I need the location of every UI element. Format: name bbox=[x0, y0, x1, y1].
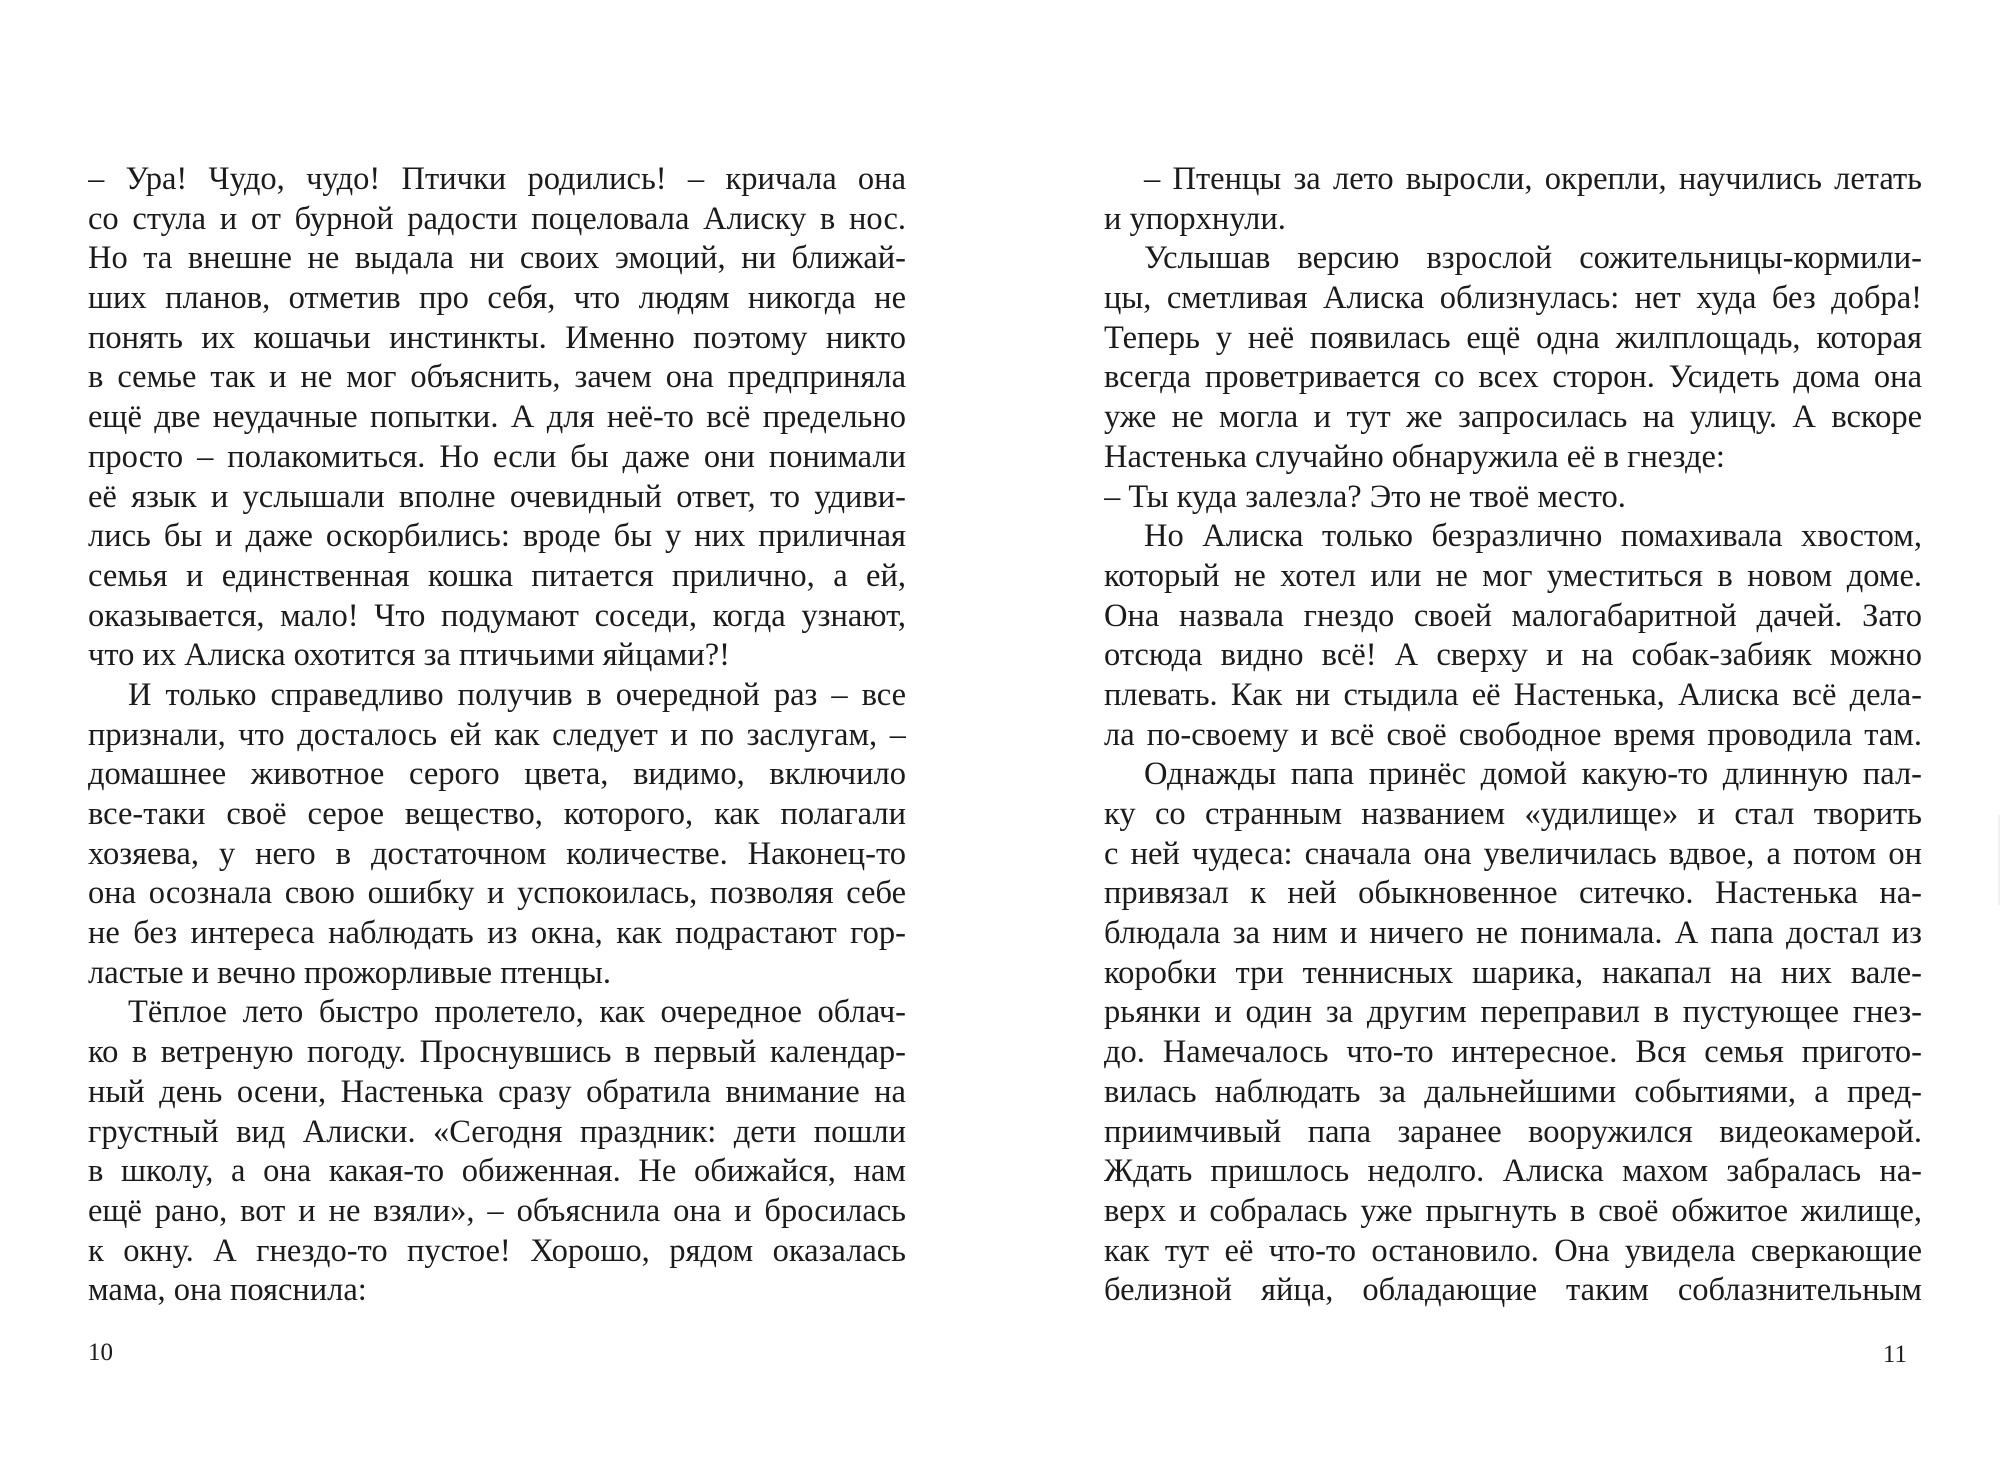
text-line: все-таки своё серое вещество, которого, как полагали bbox=[88, 796, 906, 832]
right-page bbox=[1000, 0, 2000, 1475]
text-line: ко в ветреную погоду. Проснувшись в первый календар- bbox=[88, 1034, 906, 1071]
text-line: семья и единственная кошка питается прилично, а ей, bbox=[88, 557, 906, 594]
text-line: ный день осени, Настенька сразу обратила внимание на bbox=[88, 1073, 906, 1110]
text-line: блюдала за ним и ничего не понимала. А папа достал из bbox=[1104, 915, 1922, 952]
text-line: грустный вид Алиски. «Сегодня праздник: дети пошли bbox=[88, 1113, 906, 1150]
text-line: привязал к ней обыкновенное ситечко. Настенька на- bbox=[1104, 875, 1922, 912]
text-line: который не хотел или не мог уместиться в новом доме. bbox=[1104, 557, 1922, 594]
text-line: – Птенцы за лето выросли, окрепли, научились летать bbox=[1144, 161, 1922, 197]
left-page-text bbox=[88, 160, 906, 1311]
text-line: просто – полакомиться. Но если бы даже они понимали bbox=[88, 438, 906, 475]
text-line: Но Алиска только безразлично помахивала хвостом, bbox=[1144, 518, 1922, 555]
text-line: плевать. Как ни стыдила её Настенька, Алиска всё дела- bbox=[1104, 676, 1922, 713]
page-number: 10 bbox=[88, 1339, 113, 1366]
text-line: уже не могла и тут же запросилась на улицу. А вскоре bbox=[1104, 399, 1922, 436]
text-line: ластые и вечно прожорливые птенцы. bbox=[88, 954, 611, 991]
text-line: ещё рано, вот и не взяли», – объяснила она и бросилась bbox=[88, 1192, 906, 1229]
text-line: вилась наблюдать за дальнейшими событиями, а пред- bbox=[1104, 1073, 1922, 1110]
text-line: ших планов, отметив про себя, что людям никогда не bbox=[88, 280, 906, 317]
text-line: понять их кошачьи инстинкты. Именно поэтому никто bbox=[88, 319, 906, 356]
text-line: – Ура! Чудо, чудо! Птички родились! – кричала она bbox=[88, 161, 906, 197]
text-line: до. Намечалось что-то интересное. Вся семья пригото- bbox=[1104, 1034, 1922, 1071]
text-line: с ней чудеса: сначала она увеличилась вдвое, а потом он bbox=[1104, 835, 1922, 872]
text-line: приимчивый папа заранее вооружился видеокамерой. bbox=[1104, 1113, 1922, 1150]
text-line: Но та внешне не выдала ни своих эмоций, ни ближай- bbox=[88, 240, 906, 277]
text-line: оказывается, мало! Что подумают соседи, когда узнают, bbox=[88, 597, 906, 634]
text-line: Услышав версию взрослой сожительницы-кормили- bbox=[1144, 240, 1922, 277]
text-line: в семье так и не мог объяснить, зачем она предприняла bbox=[88, 359, 906, 396]
text-line: Однажды папа принёс домой какую-то длинную пал- bbox=[1144, 756, 1922, 793]
text-line: она осознала свою ошибку и успокоилась, позволяя себе bbox=[88, 875, 906, 912]
text-line: Настенька случайно обнаружила её в гнезде: bbox=[1104, 438, 1725, 475]
text-line: хозяева, у него в достаточном количестве. Наконец-то bbox=[88, 835, 906, 872]
text-line: со стула и от бурной радости поцеловала Алиску в нос. bbox=[88, 200, 906, 237]
text-line: её язык и услышали вполне очевидный ответ, то удиви- bbox=[88, 478, 906, 515]
text-line: всегда проветривается со всех сторон. Усидеть дома она bbox=[1104, 359, 1922, 396]
text-line: как тут её что-то остановило. Она увидела сверкающие bbox=[1104, 1232, 1922, 1269]
right-page-text bbox=[1104, 160, 1922, 1311]
text-line: коробки три теннисных шарика, накапал на них вале- bbox=[1104, 954, 1922, 991]
text-line: ещё две неудачные попытки. А для неё-то всё предельно bbox=[88, 399, 906, 436]
text-line: рьянки и один за другим переправил в пустующее гнез- bbox=[1104, 994, 1922, 1031]
text-line: Ждать пришлось недолго. Алиска махом забралась на- bbox=[1104, 1153, 1922, 1190]
text-line: ку со странным названием «удилище» и стал творить bbox=[1104, 796, 1922, 832]
text-line: ла по-своему и всё своё свободное время проводила там. bbox=[1104, 716, 1922, 753]
text-line: белизной яйца, обладающие таким соблазнительным bbox=[1104, 1272, 1922, 1309]
text-line: Теперь у неё появилась ещё одна жилплощадь, которая bbox=[1104, 319, 1922, 356]
text-line: в школу, а она какая-то обиженная. Не обижайся, нам bbox=[88, 1153, 906, 1190]
text-line: к окну. А гнездо-то пустое! Хорошо, рядом оказалась bbox=[88, 1232, 906, 1269]
text-line: и упорхнули. bbox=[1104, 200, 1286, 237]
text-line: цы, сметливая Алиска облизнулась: нет худа без добра! bbox=[1104, 280, 1922, 317]
text-line: Тёплое лето быстро пролетело, как очередное облач- bbox=[128, 994, 906, 1031]
text-line: что их Алиска охотится за птичьими яйцами?! bbox=[88, 637, 730, 674]
text-line: отсюда видно всё! А сверху и на собак-забияк можно bbox=[1104, 637, 1922, 674]
text-line: лись бы и даже оскорбились: вроде бы у них приличная bbox=[88, 518, 906, 555]
text-line: И только справедливо получив в очередной раз – все bbox=[128, 676, 906, 713]
text-line: – Ты куда залезла? Это не твоё место. bbox=[1104, 478, 1626, 515]
text-line: верх и собралась уже прыгнуть в своё обжитое жилище, bbox=[1104, 1192, 1922, 1229]
text-line: мама, она пояснила: bbox=[88, 1272, 367, 1309]
text-line: Она назвала гнездо своей малогабаритной дачей. Зато bbox=[1104, 597, 1922, 634]
text-line: признали, что досталось ей как следует и по заслугам, – bbox=[88, 716, 906, 753]
text-line: домашнее животное серого цвета, видимо, включило bbox=[88, 756, 906, 793]
page-number: 11 bbox=[1882, 1341, 1907, 1368]
text-line: не без интереса наблюдать из окна, как подрастают гор- bbox=[88, 915, 906, 952]
